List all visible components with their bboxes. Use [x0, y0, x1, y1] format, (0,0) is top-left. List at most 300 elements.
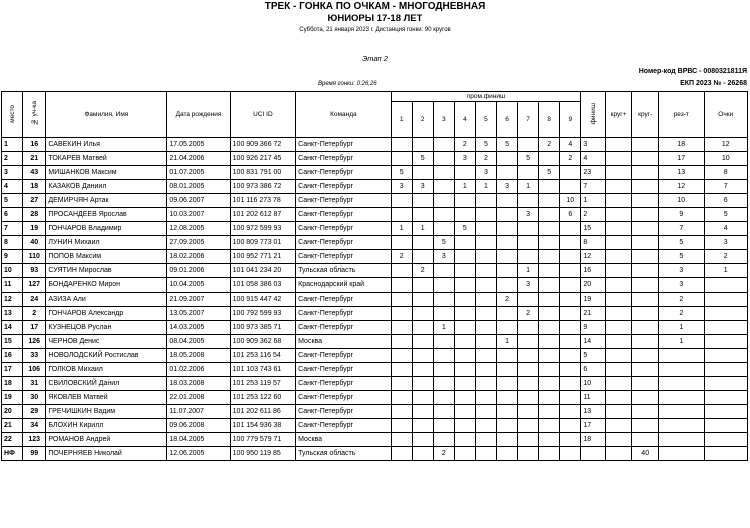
team-cell: Санкт-Петербург [296, 390, 391, 404]
name-cell: ЛУНИН Михаил [46, 236, 167, 250]
dob-cell: 10.03.2007 [167, 208, 230, 222]
finish-cell: 1 [581, 194, 605, 208]
table-row [2, 390, 748, 404]
sprint-cell [391, 292, 412, 306]
sprint-cell [391, 348, 412, 362]
sprint-cell [560, 334, 581, 348]
sprint-cell [560, 418, 581, 432]
sprint-cell [518, 320, 539, 334]
table-row [2, 194, 748, 208]
sprint-cell [497, 222, 518, 236]
result-cell: 3 [659, 264, 705, 278]
col-points-header: Очки [704, 92, 747, 138]
result-cell: 18 [659, 138, 705, 152]
lap-minus-cell [632, 208, 659, 222]
sprint-cell [475, 432, 496, 446]
sprint-cell [433, 222, 454, 236]
finish-cell: 23 [581, 166, 605, 180]
team-cell: Санкт-Петербург [296, 152, 391, 166]
team-cell: Санкт-Петербург [296, 194, 391, 208]
lap-minus-cell [632, 348, 659, 362]
sprint-cell [454, 404, 475, 418]
sprint-cell [391, 362, 412, 376]
sprint-cell [412, 362, 433, 376]
sprint-cell: 2 [454, 138, 475, 152]
team-cell: Москва [296, 432, 391, 446]
sprint-cell [560, 404, 581, 418]
sprint-cell [391, 376, 412, 390]
name-cell: СВИЛОВСКИЙ Данил [46, 376, 167, 390]
sprint-cell [518, 236, 539, 250]
uci-cell: 100 973 386 72 [230, 180, 295, 194]
result-cell: 3 [659, 278, 705, 292]
sprint-cell: 3 [412, 180, 433, 194]
sprint-cell [412, 432, 433, 446]
lap-minus-cell [632, 418, 659, 432]
place-cell: 2 [2, 152, 23, 166]
place-cell: 17 [2, 362, 23, 376]
bib-cell: 40 [23, 236, 46, 250]
sprint-cell [475, 236, 496, 250]
name-cell: ДЕМИРЧЯН Артак [46, 194, 167, 208]
sprint-cell [475, 320, 496, 334]
dob-cell: 11.07.2007 [167, 404, 230, 418]
lap-plus-cell [605, 208, 632, 222]
sprint-cell [475, 418, 496, 432]
lap-plus-cell [605, 306, 632, 320]
sprint-cell [560, 292, 581, 306]
finish-cell: 10 [581, 376, 605, 390]
sprint-number-header: 9 [560, 102, 581, 138]
sprint-cell: 3 [433, 250, 454, 264]
bib-cell: 99 [23, 447, 46, 461]
team-cell: Санкт-Петербург [296, 348, 391, 362]
bib-cell: 110 [23, 250, 46, 264]
name-cell: СУЯТИН Мирослав [46, 264, 167, 278]
finish-cell: 9 [581, 320, 605, 334]
sprint-cell [475, 306, 496, 320]
sprint-cell [391, 404, 412, 418]
uci-cell: 100 909 362 68 [230, 334, 295, 348]
points-cell: 6 [704, 194, 747, 208]
uci-cell: 100 909 366 72 [230, 138, 295, 152]
dob-cell: 12.08.2005 [167, 222, 230, 236]
table-row [2, 236, 748, 250]
points-cell: 12 [704, 138, 747, 152]
sprint-cell: 1 [475, 180, 496, 194]
name-cell: АЗИЗА Али [46, 292, 167, 306]
bib-cell: 126 [23, 334, 46, 348]
sprint-cell [391, 390, 412, 404]
sprint-cell [412, 376, 433, 390]
sprint-cell [560, 278, 581, 292]
sprint-cell [475, 264, 496, 278]
lap-minus-cell: 40 [632, 447, 659, 461]
bib-cell: 28 [23, 208, 46, 222]
bib-cell: 34 [23, 418, 46, 432]
lap-minus-cell [632, 404, 659, 418]
sprint-cell [539, 306, 560, 320]
sprint-cell: 2 [433, 447, 454, 461]
race-code: Номер-код ВРВС - 0080321811Я [638, 68, 747, 75]
bib-cell: 18 [23, 180, 46, 194]
sprint-number-header: 8 [539, 102, 560, 138]
sprint-cell [539, 208, 560, 222]
sprint-cell [539, 432, 560, 446]
uci-cell: 100 792 599 93 [230, 306, 295, 320]
bib-cell: 2 [23, 306, 46, 320]
sprint-cell [433, 194, 454, 208]
col-dob-header: Дата рождения [167, 92, 230, 138]
lap-minus-cell [632, 250, 659, 264]
sprint-cell [454, 306, 475, 320]
sprint-cell [518, 138, 539, 152]
team-cell: Санкт-Петербург [296, 404, 391, 418]
team-cell: Санкт-Петербург [296, 250, 391, 264]
sprint-cell: 2 [391, 250, 412, 264]
result-cell: 9 [659, 208, 705, 222]
sprint-cell [475, 278, 496, 292]
result-cell: 10 [659, 194, 705, 208]
sprint-cell [391, 447, 412, 461]
points-cell [704, 320, 747, 334]
place-cell: 22 [2, 432, 23, 446]
sprint-cell [475, 194, 496, 208]
team-cell: Санкт-Петербург [296, 376, 391, 390]
uci-cell: 100 779 579 71 [230, 432, 295, 446]
sprint-cell [433, 138, 454, 152]
team-cell: Санкт-Петербург [296, 138, 391, 152]
sprint-cell [454, 376, 475, 390]
bib-cell: 27 [23, 194, 46, 208]
uci-cell: 101 103 743 61 [230, 362, 295, 376]
uci-cell: 101 041 234 20 [230, 264, 295, 278]
sprint-number-header: 7 [518, 102, 539, 138]
sprint-cell [539, 222, 560, 236]
sprint-cell: 2 [412, 264, 433, 278]
table-row [2, 418, 748, 432]
sprint-cell [539, 250, 560, 264]
sprint-cell [497, 404, 518, 418]
team-cell: Санкт-Петербург [296, 306, 391, 320]
bib-cell: 93 [23, 264, 46, 278]
sprint-cell [518, 362, 539, 376]
sprint-cell [518, 390, 539, 404]
team-cell: Санкт-Петербург [296, 180, 391, 194]
sprint-cell [518, 194, 539, 208]
sprint-cell [497, 348, 518, 362]
sprint-cell: 3 [497, 180, 518, 194]
result-cell: 5 [659, 250, 705, 264]
result-cell [659, 404, 705, 418]
sprint-cell [433, 390, 454, 404]
result-cell: 7 [659, 222, 705, 236]
sprint-cell [497, 208, 518, 222]
table-row [2, 292, 748, 306]
sprint-cell [539, 404, 560, 418]
sprint-cell [454, 418, 475, 432]
result-cell: 2 [659, 306, 705, 320]
sprint-cell [433, 362, 454, 376]
dob-cell: 27.09.2005 [167, 236, 230, 250]
dob-cell: 17.05.2005 [167, 138, 230, 152]
sprint-cell: 5 [518, 152, 539, 166]
place-cell: 19 [2, 390, 23, 404]
finish-cell: 5 [581, 348, 605, 362]
table-row [2, 278, 748, 292]
lap-plus-cell [605, 222, 632, 236]
bib-cell: 127 [23, 278, 46, 292]
points-cell [704, 376, 747, 390]
finish-cell: 7 [581, 180, 605, 194]
name-cell: ГОЛКОВ Михаил [46, 362, 167, 376]
table-row [2, 152, 748, 166]
sprint-cell [539, 152, 560, 166]
sprint-cell: 5 [391, 166, 412, 180]
sprint-cell: 3 [454, 152, 475, 166]
points-cell [704, 418, 747, 432]
sprint-cell: 2 [518, 306, 539, 320]
sprint-cell [454, 166, 475, 180]
sprint-cell [497, 447, 518, 461]
col-finish-header: финиш [581, 92, 605, 138]
uci-cell: 101 202 612 87 [230, 208, 295, 222]
points-cell [704, 292, 747, 306]
sprint-cell [412, 447, 433, 461]
ekp-code: ЕКП 2023 № - 26268 [680, 80, 747, 87]
sprint-cell [497, 236, 518, 250]
bib-cell: 106 [23, 362, 46, 376]
dob-cell: 09.06.2008 [167, 418, 230, 432]
dob-cell: 18.02.2006 [167, 250, 230, 264]
lap-plus-cell [605, 418, 632, 432]
sprint-cell [518, 292, 539, 306]
table-row [2, 447, 748, 461]
sprint-cell [412, 236, 433, 250]
sprint-cell [497, 166, 518, 180]
result-cell: 17 [659, 152, 705, 166]
sprint-cell [391, 278, 412, 292]
col-sprint-header: пром.финиш [391, 92, 581, 102]
lap-plus-cell [605, 166, 632, 180]
sprint-cell [433, 292, 454, 306]
sprint-cell [560, 306, 581, 320]
col-lapplus-header: круг+ [605, 92, 632, 138]
sprint-cell [412, 208, 433, 222]
points-cell [704, 404, 747, 418]
sprint-cell [412, 278, 433, 292]
sprint-cell [539, 390, 560, 404]
lap-minus-cell [632, 236, 659, 250]
sprint-cell [539, 362, 560, 376]
sprint-cell [391, 236, 412, 250]
sprint-cell [475, 348, 496, 362]
points-cell [704, 306, 747, 320]
result-cell: 13 [659, 166, 705, 180]
sprint-cell [454, 194, 475, 208]
sprint-cell [412, 390, 433, 404]
finish-cell: 2 [581, 208, 605, 222]
col-lapminus-header: круг- [632, 92, 659, 138]
sprint-cell [518, 447, 539, 461]
sprint-cell: 5 [497, 138, 518, 152]
result-cell [659, 376, 705, 390]
points-cell: 3 [704, 236, 747, 250]
team-cell: Краснодарский край [296, 278, 391, 292]
sprint-cell [412, 334, 433, 348]
dob-cell: 09.06.2007 [167, 194, 230, 208]
result-cell: 12 [659, 180, 705, 194]
bib-cell: 33 [23, 348, 46, 362]
table-row [2, 208, 748, 222]
place-cell: 12 [2, 292, 23, 306]
sprint-cell [475, 362, 496, 376]
sprint-cell [560, 432, 581, 446]
race-time: Время гонки: 0:26,26 [318, 81, 377, 87]
sprint-cell: 1 [391, 222, 412, 236]
points-cell [704, 447, 747, 461]
table-row [2, 404, 748, 418]
sprint-cell: 1 [518, 264, 539, 278]
sprint-cell [454, 362, 475, 376]
table-row [2, 222, 748, 236]
uci-cell: 100 809 773 01 [230, 236, 295, 250]
sprint-cell: 2 [539, 138, 560, 152]
sprint-cell [454, 320, 475, 334]
lap-minus-cell [632, 222, 659, 236]
uci-cell: 101 253 122 60 [230, 390, 295, 404]
team-cell: Санкт-Петербург [296, 166, 391, 180]
points-cell: 2 [704, 250, 747, 264]
lap-minus-cell [632, 390, 659, 404]
dob-cell: 08.04.2005 [167, 334, 230, 348]
bib-cell: 30 [23, 390, 46, 404]
uci-cell: 101 116 273 78 [230, 194, 295, 208]
result-cell [659, 432, 705, 446]
name-cell: ГРЕЧИШКИН Вадим [46, 404, 167, 418]
sprint-cell [497, 432, 518, 446]
place-cell: 4 [2, 180, 23, 194]
sprint-cell [433, 432, 454, 446]
sprint-cell [454, 250, 475, 264]
sprint-cell [539, 376, 560, 390]
sprint-number-header: 4 [454, 102, 475, 138]
finish-cell: 15 [581, 222, 605, 236]
uci-cell: 100 950 119 85 [230, 447, 295, 461]
sprint-cell [391, 264, 412, 278]
sprint-cell [454, 208, 475, 222]
sprint-cell [412, 138, 433, 152]
name-cell: НОВОЛОДСКИЙ Ростислав [46, 348, 167, 362]
table-row [2, 432, 748, 446]
place-cell: 16 [2, 348, 23, 362]
sprint-cell: 5 [475, 138, 496, 152]
lap-plus-cell [605, 404, 632, 418]
name-cell: ГОНЧАРОВ Владимир [46, 222, 167, 236]
sprint-cell [454, 390, 475, 404]
lap-minus-cell [632, 376, 659, 390]
lap-minus-cell [632, 194, 659, 208]
dob-cell: 18.03.2008 [167, 376, 230, 390]
sprint-cell: 6 [560, 208, 581, 222]
name-cell: ГОНЧАРОВ Александр [46, 306, 167, 320]
points-cell: 10 [704, 152, 747, 166]
place-cell: 7 [2, 222, 23, 236]
sprint-cell [454, 348, 475, 362]
sprint-cell: 3 [475, 166, 496, 180]
lap-minus-cell [632, 362, 659, 376]
sprint-cell [539, 180, 560, 194]
sprint-cell [454, 278, 475, 292]
finish-cell: 8 [581, 236, 605, 250]
sprint-cell [518, 250, 539, 264]
sprint-cell [518, 404, 539, 418]
place-cell: 3 [2, 166, 23, 180]
uci-cell: 101 253 119 57 [230, 376, 295, 390]
finish-cell: 4 [581, 152, 605, 166]
race-info: Суббота, 21 января 2023 г. Дистанция гонки: 90 кругов [299, 27, 451, 33]
bib-cell: 43 [23, 166, 46, 180]
table-row [2, 320, 748, 334]
lap-plus-cell [605, 292, 632, 306]
finish-cell: 17 [581, 418, 605, 432]
sprint-cell: 2 [497, 292, 518, 306]
result-cell: 1 [659, 334, 705, 348]
points-cell: 1 [704, 264, 747, 278]
sprint-cell [433, 376, 454, 390]
dob-cell: 18.04.2005 [167, 432, 230, 446]
finish-cell: 21 [581, 306, 605, 320]
uci-cell: 101 058 386 03 [230, 278, 295, 292]
lap-plus-cell [605, 390, 632, 404]
bib-cell: 16 [23, 138, 46, 152]
points-cell: 8 [704, 166, 747, 180]
col-name-header: Фамилия, Имя [46, 92, 167, 138]
sprint-cell [412, 292, 433, 306]
sprint-cell [454, 447, 475, 461]
results-table [1, 91, 748, 461]
sprint-cell [518, 418, 539, 432]
bib-cell: 17 [23, 320, 46, 334]
sprint-cell [475, 390, 496, 404]
sprint-cell [454, 432, 475, 446]
lap-plus-cell [605, 362, 632, 376]
sprint-cell [497, 278, 518, 292]
lap-minus-cell [632, 334, 659, 348]
result-cell [659, 390, 705, 404]
sprint-cell [475, 334, 496, 348]
name-cell: БЛОХИН Кирилл [46, 418, 167, 432]
race-title: ТРЕК - ГОНКА ПО ОЧКАМ - МНОГОДНЕВНАЯ [264, 1, 486, 12]
sprint-cell [518, 376, 539, 390]
sprint-cell [391, 194, 412, 208]
sprint-cell [475, 376, 496, 390]
sprint-cell [475, 447, 496, 461]
sprint-cell [560, 348, 581, 362]
table-row [2, 264, 748, 278]
points-cell [704, 362, 747, 376]
sprint-cell [433, 208, 454, 222]
table-row [2, 362, 748, 376]
sprint-cell [539, 418, 560, 432]
team-cell: Москва [296, 334, 391, 348]
bib-cell: 29 [23, 404, 46, 418]
table-row [2, 166, 748, 180]
lap-plus-cell [605, 236, 632, 250]
sprint-cell [391, 320, 412, 334]
result-cell: 5 [659, 236, 705, 250]
finish-cell: 19 [581, 292, 605, 306]
